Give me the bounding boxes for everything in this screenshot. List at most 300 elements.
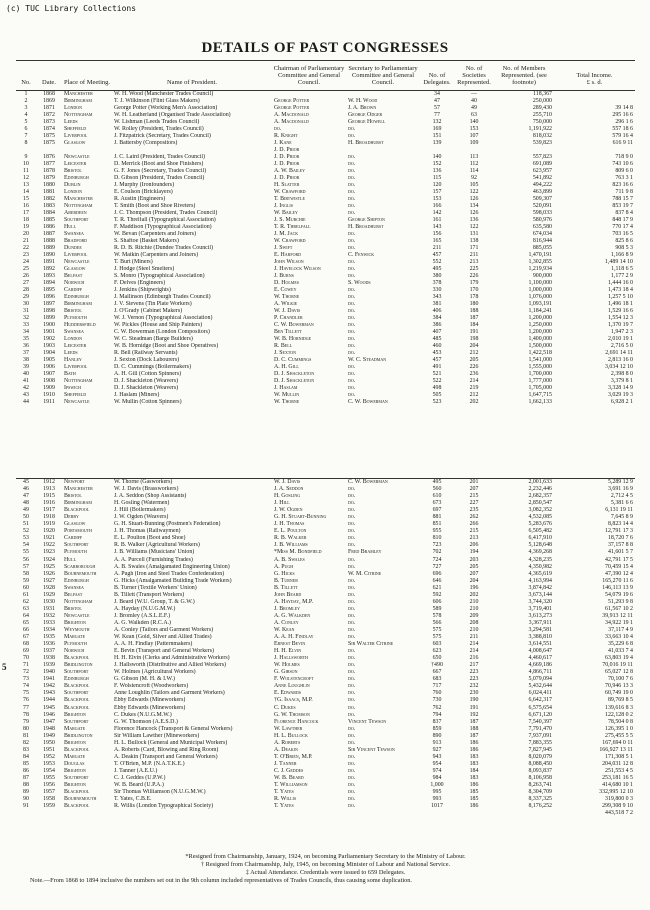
cell-no: 17 xyxy=(23,209,29,216)
cell-members: 1,700,000 xyxy=(528,370,552,377)
table-row xyxy=(16,322,635,329)
cell-president: J. A. Seddon (Shop Assistants) xyxy=(114,493,187,500)
cell-no: 69 xyxy=(23,648,29,655)
cell-no: 62 xyxy=(23,598,29,605)
cell-president: J. B. Williams (Musicians' Union) xyxy=(114,549,195,556)
cell-place: Belfast xyxy=(64,272,83,279)
cell-societies: 186 xyxy=(469,739,479,746)
cell-president: R. D. B. Ritchie (Dundee Trades Council) xyxy=(114,244,213,251)
cell-date: 1906 xyxy=(43,363,55,370)
cell-members: 8,304,709 xyxy=(528,789,552,796)
cell-societies: 230 xyxy=(469,690,479,697)
cell-secretary: do. xyxy=(348,619,356,626)
cell-place: Birmingham xyxy=(64,300,92,307)
cell-societies: 196 xyxy=(469,584,479,591)
cell-income: 34,922 19 1 xyxy=(605,619,633,626)
cell-no: 8 xyxy=(24,139,28,146)
cell-no: 9 xyxy=(24,153,28,160)
cell-president: Sir William Lawther (Mineworkers) xyxy=(114,732,200,739)
table-row xyxy=(16,399,635,406)
cell-members: 7,540,397 xyxy=(528,718,552,725)
cell-chairman: A. Conley xyxy=(274,619,299,626)
cell-chairman: J. Haslam xyxy=(274,384,298,391)
cell-no: 60 xyxy=(23,584,29,591)
cell-chairman: T. Birtwistle xyxy=(274,195,305,202)
table-row xyxy=(16,90,635,98)
cell-delegates xyxy=(420,810,454,817)
cell-income: 414,680 10 1 xyxy=(602,782,633,789)
cell-secretary: do. xyxy=(348,342,356,349)
cell-president: A. B. Swales (Amalgamated Engineering Union) xyxy=(114,563,230,570)
cell-members: 3,673,144 xyxy=(528,591,552,598)
cell-president: R. B. Walker (Agricultural Workers) xyxy=(114,542,200,549)
cell-no: 28 xyxy=(23,286,29,293)
cell-delegates: 505 xyxy=(432,391,442,398)
cell-chairman: W. Holmes xyxy=(274,662,300,669)
cell-no: 40 xyxy=(23,370,29,377)
cell-place: Margate xyxy=(64,634,86,641)
cell-income: 3,328 14 9 xyxy=(607,384,633,391)
cell-president: C. Dukes (N.U.G.M.W.) xyxy=(114,711,172,718)
cell-no: 6 xyxy=(24,125,28,132)
cell-no: 7 xyxy=(24,132,28,139)
cell-date: 1945 xyxy=(43,704,55,711)
cell-date: 1950 xyxy=(43,739,55,746)
cell-members: 6,671,120 xyxy=(528,711,552,718)
table-row xyxy=(16,217,635,224)
cell-chairman: W. Bailey xyxy=(274,209,298,216)
header-members: No. of Members Represented. (see footnote) xyxy=(494,61,554,91)
cell-members: 1,555,000 xyxy=(528,363,552,370)
cell-secretary: do. xyxy=(348,293,356,300)
cell-date: 1890 xyxy=(43,251,55,258)
cell-chairman: R. B. Walker xyxy=(274,535,307,542)
cell-delegates: 156 xyxy=(432,230,442,237)
cell-societies: 136 xyxy=(469,216,479,223)
table-row xyxy=(16,655,635,662)
cell-societies: 153 xyxy=(469,125,479,132)
cell-date: 1954 xyxy=(43,767,55,774)
cell-place: Scarborough xyxy=(64,563,96,570)
cell-date: 1915 xyxy=(43,493,55,500)
table-row xyxy=(16,357,635,364)
cell-no: 2 xyxy=(24,97,28,104)
cell-secretary: Sir Vincent Tewson xyxy=(348,746,395,753)
upper-table-body xyxy=(16,90,635,406)
cell-secretary: do. xyxy=(348,307,356,314)
cell-members: 1,662,133 xyxy=(528,398,552,405)
cell-delegates: 646 xyxy=(432,577,442,584)
cell-date: 1888 xyxy=(43,237,55,244)
cell-no: 23 xyxy=(23,251,29,258)
cell-societies: 201 xyxy=(469,479,479,485)
cell-chairman: P. Chandler xyxy=(274,314,303,321)
cell-chairman: D. J. Shackleton xyxy=(274,370,315,377)
cell-members: 4,328,235 xyxy=(528,556,552,563)
cell-delegates: 485 xyxy=(432,335,442,342)
cell-secretary: do. xyxy=(348,598,356,605)
table-row xyxy=(16,245,635,252)
table-row xyxy=(16,754,635,761)
cell-place: Birmingham xyxy=(64,97,92,104)
cell-president: A. Hayday (N.U.G.M.W.) xyxy=(114,605,176,612)
cell-members: 6,575,654 xyxy=(528,704,552,711)
table-row xyxy=(16,168,635,175)
cell-date: 1897 xyxy=(43,300,55,307)
cell-president: T. O'Brien, M.P. (N.A.T.K.E.) xyxy=(114,760,185,767)
table-row xyxy=(16,542,635,549)
cell-secretary: do. xyxy=(348,803,356,810)
cell-delegates: 603 xyxy=(432,641,442,648)
header-place: Place of Meeting. xyxy=(62,61,112,91)
cell-delegates: 140 xyxy=(432,153,442,160)
table-row xyxy=(16,500,635,507)
cell-income: 1,166 8 9 xyxy=(610,251,633,258)
cell-societies: 190 xyxy=(469,697,479,704)
cell-delegates: 702 xyxy=(432,549,442,556)
cell-members: 4,163,994 xyxy=(528,577,552,584)
cell-members: 4,866,711 xyxy=(528,669,552,676)
cell-chairman: F. Wolstencroft xyxy=(274,676,314,683)
cell-place: Glasgow xyxy=(64,139,86,146)
cell-president: C. J. Geddes (U.P.W.) xyxy=(114,774,166,781)
cell-place: Blackpool xyxy=(64,683,90,690)
cell-delegates: 566 xyxy=(432,619,442,626)
cell-income: 770 17 4 xyxy=(612,223,633,230)
cell-no: 13 xyxy=(23,181,29,188)
cell-delegates: 211 xyxy=(432,244,442,251)
cell-societies: 194 xyxy=(469,549,479,556)
cell-delegates: 623 xyxy=(432,648,442,655)
cell-place: Liverpool xyxy=(64,363,88,370)
cell-place: Ipswich xyxy=(64,384,82,391)
cell-members: 691,089 xyxy=(532,160,552,167)
table-row xyxy=(16,308,635,315)
cell-secretary: Sir Walter Citrine xyxy=(348,641,394,648)
cell-president: Florence Hancock (Transport & General Workers) xyxy=(114,725,233,732)
cell-secretary: do. xyxy=(348,230,356,237)
cell-societies xyxy=(454,810,494,817)
cell-income: 6,131 19 11 xyxy=(605,507,633,514)
cell-date: 1956 xyxy=(43,782,55,789)
cell-chairman: T. Yates xyxy=(274,789,294,796)
cell-members: 1,541,000 xyxy=(528,356,552,363)
cell-no: 53 xyxy=(23,535,29,542)
cell-president: J. V. Stevens (Tin Plate Workers) xyxy=(114,300,192,307)
cell-secretary: do. xyxy=(348,195,356,202)
cell-income: 251,553 4 5 xyxy=(605,767,633,774)
cell-members: 1,184,241 xyxy=(528,307,552,314)
cell-president: H. Gosling (Watermen) xyxy=(114,500,170,507)
cell-place: Swansea xyxy=(64,584,84,591)
cell-chairman: A. G. Walkden xyxy=(274,612,311,619)
cell-income: 33,663 10 4 xyxy=(605,634,633,641)
cell-members: 541,892 xyxy=(532,174,552,181)
cell-chairman: B. Tillett xyxy=(274,584,298,591)
cell-members: 118,367 xyxy=(533,90,552,97)
cell-president: T. Smith (Boot and Shoe Riveters) xyxy=(114,202,196,209)
table-row xyxy=(16,535,635,542)
cell-president: F. Maddison (Typographical Association) xyxy=(114,223,212,230)
cell-place: Nottingham xyxy=(64,598,93,605)
cell-societies: 226 xyxy=(469,272,479,279)
cell-societies: 188 xyxy=(469,307,479,314)
cell-chairman: Florence Hancock xyxy=(274,718,319,725)
cell-no: 18 xyxy=(23,216,29,223)
cell-income: 848 17 9 xyxy=(612,216,633,223)
cell-delegates: 495 xyxy=(432,265,442,272)
cell-societies: 107 xyxy=(469,132,479,139)
table-row xyxy=(16,350,635,357)
cell-date: 1951 xyxy=(43,746,55,753)
cell-president: D. J. Shackleton (Weavers) xyxy=(114,377,179,384)
cell-delegates: 384 xyxy=(432,314,442,321)
cell-members: 3,082,352 xyxy=(528,507,552,514)
cell-place: London xyxy=(64,335,83,342)
cell-place: Newcastle xyxy=(64,258,90,265)
cell-place: Plymouth xyxy=(64,314,87,321)
cell-members: 580,976 xyxy=(532,216,552,223)
cell-president: J. Hallsworth (Distributive and Allied Workers) xyxy=(114,662,226,669)
table-row xyxy=(16,364,635,371)
cell-members xyxy=(494,147,554,154)
cell-members: 1,076,000 xyxy=(528,293,552,300)
cell-place: Glasgow xyxy=(64,265,86,272)
cell-president: G. F. Jones (Secretary, Trades Council) xyxy=(114,167,207,174)
cell-income: 1,489 14 10 xyxy=(605,258,633,265)
cell-place: Liverpool xyxy=(64,251,88,258)
cell-no: 21 xyxy=(23,237,29,244)
cell-members: 1,200,000 xyxy=(528,328,552,335)
cell-date: 1893 xyxy=(43,272,55,279)
cell-place: Southport xyxy=(64,718,89,725)
cell-secretary: do. xyxy=(348,563,356,570)
cell-income: 703 16 5 xyxy=(612,230,633,237)
cell-no: 78 xyxy=(23,711,29,718)
cell-societies: 186 xyxy=(469,782,479,789)
cell-president: J. C. Laird (President, Trades Council) xyxy=(114,153,205,160)
cell-date: 1923 xyxy=(43,549,55,556)
cell-societies: 191 xyxy=(469,704,479,711)
cell-societies: 204 xyxy=(469,577,479,584)
cell-place: Portsmouth xyxy=(64,528,92,535)
table-row xyxy=(16,549,635,556)
table-row xyxy=(16,528,635,535)
cell-president: W. Mullin (Cotton Spinners) xyxy=(114,398,182,405)
header-date: Date. xyxy=(36,61,62,91)
cell-delegates: 575 xyxy=(432,626,442,633)
cell-societies: 140 xyxy=(469,118,479,125)
cell-no: 33 xyxy=(23,321,29,328)
cell-place: Bristol xyxy=(64,605,82,612)
cell-place: Blackpool xyxy=(64,697,90,704)
cell-president: J. C. Thompson (President, Trades Council) xyxy=(114,209,218,216)
cell-chairman: A. A. H. Findlay xyxy=(274,634,314,641)
cell-secretary: Fred Bramley xyxy=(348,549,382,556)
table-row xyxy=(16,641,635,648)
cell-date: 1938 xyxy=(43,655,55,662)
cell-secretary: do. xyxy=(348,697,356,704)
table-row xyxy=(16,119,635,126)
cell-date: 1877 xyxy=(43,160,55,167)
cell-place: Southport xyxy=(64,669,89,676)
cell-secretary: do. xyxy=(348,725,356,732)
cell-president xyxy=(112,147,272,154)
cell-date: 1948 xyxy=(43,725,55,732)
cell-delegates: 460 xyxy=(432,342,442,349)
table-row xyxy=(16,147,635,154)
cell-date: 1874 xyxy=(43,125,55,132)
cell-delegates: 523 xyxy=(432,398,442,405)
cell-societies: 226 xyxy=(469,363,479,370)
cell-secretary xyxy=(346,810,420,817)
cell-chairman: Ernest Bevin xyxy=(274,641,306,648)
cell-delegates: 859 xyxy=(432,725,442,732)
cell-members: 4,369,268 xyxy=(528,549,552,556)
cell-no: 90 xyxy=(23,796,29,803)
cell-president: J. H. Thomas (Railwaymen) xyxy=(114,528,181,535)
cell-no: 52 xyxy=(23,528,29,535)
cell-date: 1930 xyxy=(43,598,55,605)
table-row xyxy=(16,705,635,712)
table-row xyxy=(16,133,635,140)
cell-chairman: A. Hayday, M.P. xyxy=(274,598,313,605)
cell-no: 31 xyxy=(23,307,29,314)
cell-date: 1873 xyxy=(43,118,55,125)
cell-president: Anne Loughlin (Tailors and Garment Workers) xyxy=(114,690,225,697)
cell-no xyxy=(16,810,36,817)
cell-delegates: 851 xyxy=(432,521,442,528)
cell-chairman: J. S. Murchie xyxy=(274,216,306,223)
cell-income: 65,027 12 8 xyxy=(605,669,633,676)
cell-chairman: H. H. Elvin xyxy=(274,648,302,655)
cell-societies: 213 xyxy=(469,535,479,542)
cell-delegates: 522 xyxy=(432,377,442,384)
cell-income: 853 19 7 xyxy=(612,202,633,209)
cell-chairman: J. Inglis xyxy=(274,202,293,209)
cell-president: A. A. Purcell (Furnishing Trades) xyxy=(114,556,193,563)
cell-members: 1,191,922 xyxy=(528,125,552,132)
cell-societies: 183 xyxy=(469,760,479,767)
cell-income: 443,518 7 2 xyxy=(605,810,633,817)
cell-income: 146,113 13 9 xyxy=(602,584,633,591)
cell-income: 2,691 14 11 xyxy=(605,349,633,356)
cell-societies: 203 xyxy=(469,556,479,563)
cell-chairman: T. Yates xyxy=(274,803,294,810)
cell-delegates: 1,000 xyxy=(430,782,444,789)
cell-place: Margate xyxy=(64,753,86,760)
cell-societies: 113 xyxy=(469,153,479,160)
cell-delegates: 667 xyxy=(432,669,442,676)
cell-secretary: do. xyxy=(348,174,356,181)
cell-societies: 186 xyxy=(469,803,479,810)
cell-place: Weymouth xyxy=(64,626,90,633)
cell-societies: 185 xyxy=(469,796,479,803)
cell-chairman: *Miss M. Bondfield xyxy=(274,549,322,556)
cell-income: 122,128 0 2 xyxy=(605,711,633,718)
cell-secretary: do. xyxy=(348,370,356,377)
cell-income: 763 3 1 xyxy=(615,174,633,181)
cell-date: 1913 xyxy=(43,486,55,493)
cell-income: 908 5 3 xyxy=(615,244,633,251)
cell-societies: 184 xyxy=(469,321,479,328)
cell-date: 1919 xyxy=(43,521,55,528)
table-row xyxy=(16,259,635,266)
cell-secretary: do. xyxy=(348,711,356,718)
cell-president: J. Bromley (A.S.L.E.F.) xyxy=(114,612,171,619)
cell-secretary: do. xyxy=(348,188,356,195)
cell-secretary: do. xyxy=(348,669,356,676)
table-row xyxy=(16,231,635,238)
cell-place: Belfast xyxy=(64,591,83,598)
cell-no: 79 xyxy=(23,718,29,725)
cell-chairman: J. D. Prior xyxy=(274,174,300,181)
cell-delegates: 139 xyxy=(432,139,442,146)
cell-place: Blackpool xyxy=(64,789,90,796)
cell-delegates: 683 xyxy=(432,676,442,683)
cell-secretary: do. xyxy=(348,384,356,391)
cell-members: 4,460,617 xyxy=(528,655,552,662)
cell-chairman: J. B. Williams xyxy=(274,542,308,549)
cell-societies: 183 xyxy=(469,753,479,760)
cell-no: 58 xyxy=(23,570,29,577)
cell-secretary: do. xyxy=(348,335,356,342)
table-row xyxy=(16,585,635,592)
cell-place: Cardiff xyxy=(64,286,83,293)
cell-income: 3,379 8 1 xyxy=(610,377,633,384)
cell-chairman: George Potter xyxy=(274,97,310,104)
cell-delegates: 491 xyxy=(432,363,442,370)
cell-income: 296 1 6 xyxy=(615,118,633,125)
cell-delegates: 954 xyxy=(432,760,442,767)
cell-delegates: 762 xyxy=(432,704,442,711)
cell-date: 1918 xyxy=(43,514,55,521)
cell-place: Nottingham xyxy=(64,202,93,209)
table-row xyxy=(16,315,635,322)
cell-members: 2,850,547 xyxy=(528,500,552,507)
cell-delegates: 34 xyxy=(434,90,440,97)
cell-members: 3,367,911 xyxy=(528,619,552,626)
cell-members: 8,106,958 xyxy=(528,774,552,781)
cell-secretary xyxy=(346,90,420,98)
cell-members: 4,350,982 xyxy=(528,563,552,570)
cell-delegates: 132 xyxy=(432,118,442,125)
cell-no: 41 xyxy=(23,377,29,384)
table-row xyxy=(16,196,635,203)
cell-president: W. Bevan (Carpenters and Joiners) xyxy=(114,230,197,237)
cell-members: 4,532,085 xyxy=(528,514,552,521)
cell-delegates: 153 xyxy=(432,195,442,202)
cell-date: 1958 xyxy=(43,796,55,803)
cell-societies: 202 xyxy=(469,591,479,598)
cell-delegates: 381 xyxy=(432,300,442,307)
cell-chairman: George Potter xyxy=(274,104,310,111)
cell-delegates: 730 xyxy=(432,697,442,704)
cell-place: Brighton xyxy=(64,782,86,789)
table-row xyxy=(16,161,635,168)
cell-place: Blackpool xyxy=(64,746,90,753)
cell-members: 1,100,000 xyxy=(528,279,552,286)
cell-chairman: G. Hicks xyxy=(274,570,295,577)
cell-place xyxy=(62,810,112,817)
cell-no: 3 xyxy=(24,104,28,111)
cell-delegates: 407 xyxy=(432,328,442,335)
cell-secretary: do. xyxy=(348,796,356,803)
cell-income: 39,913 12 11 xyxy=(602,612,633,619)
cell-income: 788 15 7 xyxy=(612,195,633,202)
cell-place: Sheffield xyxy=(64,125,87,132)
cell-date: 1929 xyxy=(43,591,55,598)
